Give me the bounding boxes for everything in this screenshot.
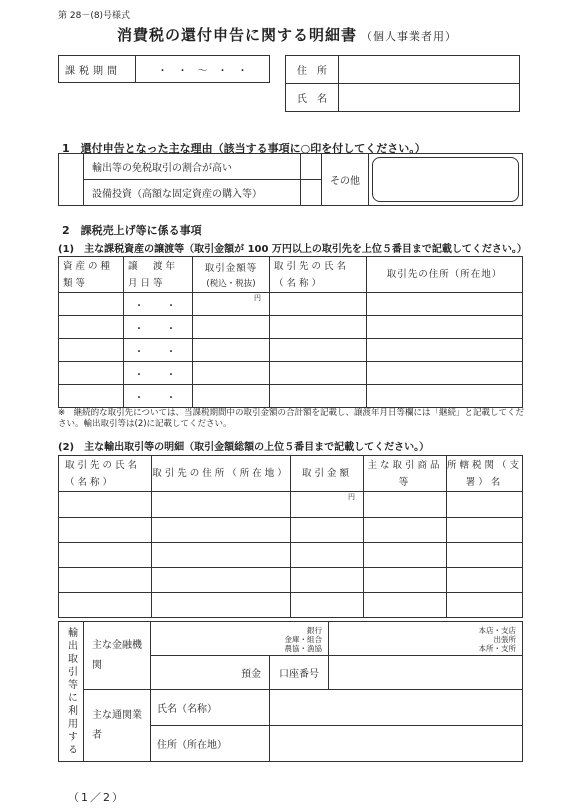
broker-address-label: 住所（所在地） — [151, 726, 270, 762]
export-use-label-cell — [59, 622, 84, 762]
cell[interactable] — [291, 518, 364, 543]
table-row — [59, 316, 523, 339]
cell[interactable] — [152, 543, 291, 568]
table-row — [59, 293, 523, 316]
cell[interactable] — [59, 593, 152, 618]
cell[interactable] — [291, 543, 364, 568]
cell[interactable] — [59, 316, 124, 339]
account-label: 口座番号 — [270, 656, 329, 690]
table-row — [59, 339, 523, 362]
name-field[interactable] — [339, 84, 520, 112]
cell[interactable] — [367, 362, 523, 385]
cell[interactable] — [270, 385, 367, 408]
amount-cell[interactable] — [193, 362, 270, 385]
cell[interactable] — [364, 593, 447, 618]
section2-2-title: (2) 主な輸出取引等の明細（取引金額総額の上位５番目まで記載してください。） — [58, 442, 430, 453]
cell[interactable] — [447, 518, 523, 543]
cell[interactable] — [59, 362, 124, 385]
amount-cell[interactable]: 円 — [291, 492, 364, 518]
amount-cell[interactable] — [193, 385, 270, 408]
cell[interactable] — [364, 492, 447, 518]
table-row — [59, 385, 523, 408]
deposit-type-field[interactable] — [151, 656, 270, 690]
branch-field[interactable] — [329, 622, 523, 656]
col-transfer-date: 譲 渡年月日等 — [124, 257, 193, 293]
cell[interactable] — [152, 518, 291, 543]
cell[interactable] — [59, 293, 124, 316]
col-asset-type: 資産の種類等 — [59, 257, 124, 293]
cell[interactable] — [367, 293, 523, 316]
table-row — [59, 492, 523, 518]
address-label: 住 所 — [286, 56, 339, 84]
table-row — [59, 543, 523, 568]
table-row — [59, 518, 523, 543]
table-row — [59, 568, 523, 593]
cell[interactable] — [152, 593, 291, 618]
date-cell[interactable]: ・ ・ — [124, 293, 193, 316]
reason-export[interactable]: 輸出等の免税取引の割合が高い — [84, 154, 301, 180]
reason-mark-column — [59, 154, 84, 206]
taxpayer-table — [285, 55, 520, 112]
broker-name-label: 氏名（名称） — [151, 690, 270, 726]
continuous-note: ※ 継続的な取引先については、当課税期間中の取引金額の合計額を記載し、譲渡年月日等欄には「継続」と記載してください。輸出取引等は(2)に記載してください。 — [58, 408, 524, 429]
cell[interactable] — [364, 568, 447, 593]
form-number: 第 28－(8)号様式 — [58, 11, 131, 21]
period-table — [58, 55, 270, 83]
cell[interactable] — [291, 568, 364, 593]
reason-investment-check[interactable] — [301, 180, 322, 206]
amount-cell[interactable]: 円 — [193, 293, 270, 316]
other-label: その他 — [322, 154, 369, 206]
bank-types: 銀行 金庫・組合 農協・漁協 — [284, 626, 322, 653]
address-field[interactable] — [339, 56, 520, 84]
cell[interactable] — [270, 293, 367, 316]
name-label: 氏 名 — [286, 84, 339, 112]
bank-label: 主な金融機関 — [84, 622, 151, 690]
amount-cell[interactable] — [193, 316, 270, 339]
other-field[interactable] — [369, 154, 523, 206]
cell[interactable] — [59, 339, 124, 362]
col-partner-address: 取引先の住所（所在地） — [367, 257, 523, 293]
col-export-partner-address: 取引先の住所（所在地） — [152, 456, 291, 492]
other-bracket — [372, 157, 519, 202]
reason-table — [58, 153, 523, 206]
cell[interactable] — [367, 316, 523, 339]
col-export-partner-name: 取引先の氏名（名称） — [59, 456, 152, 492]
cell[interactable] — [152, 568, 291, 593]
cell[interactable] — [291, 593, 364, 618]
section2-title: 2 課税売上げ等に係る事項 — [62, 224, 202, 237]
bank-broker-table — [58, 621, 523, 762]
col-export-customs: 所轄税関（支署）名 — [447, 456, 523, 492]
col-partner-name: 取引先の氏名（名称） — [270, 257, 367, 293]
branch-types: 本店・支店 出張所 本所・支所 — [478, 626, 516, 653]
export-table — [58, 455, 523, 618]
amount-cell[interactable] — [193, 339, 270, 362]
title-note: （個人事業者用） — [361, 30, 457, 43]
cell[interactable] — [270, 362, 367, 385]
cell[interactable] — [59, 543, 152, 568]
cell[interactable] — [59, 492, 152, 518]
cell[interactable] — [270, 339, 367, 362]
deposit-label: 預金 — [241, 669, 261, 680]
col-amount-label: 取引金額等 — [204, 263, 258, 274]
date-cell[interactable]: ・ ・ — [124, 339, 193, 362]
cell[interactable] — [59, 568, 152, 593]
cell[interactable] — [367, 385, 523, 408]
period-value[interactable]: ・ ・ 〜 ・ ・ — [136, 56, 270, 83]
broker-name-field[interactable] — [270, 690, 523, 726]
col-amount-note: (税込・税抜) — [206, 279, 256, 289]
page-number: （1／2） — [68, 791, 125, 804]
col-amount — [193, 257, 270, 293]
cell[interactable] — [447, 593, 523, 618]
account-number-field[interactable] — [329, 656, 523, 690]
reason-investment[interactable]: 設備投資（高額な固定資産の購入等） — [84, 180, 301, 206]
date-cell[interactable]: ・ ・ — [124, 385, 193, 408]
table-row — [59, 593, 523, 618]
cell[interactable] — [59, 385, 124, 408]
cell[interactable] — [364, 518, 447, 543]
bank-field[interactable] — [151, 622, 329, 656]
table-row — [59, 362, 523, 385]
col-export-goods: 主な取引商品等 — [364, 456, 447, 492]
cell[interactable] — [152, 492, 291, 518]
cell[interactable] — [364, 543, 447, 568]
cell[interactable] — [367, 339, 523, 362]
cell[interactable] — [447, 543, 523, 568]
cell[interactable] — [447, 568, 523, 593]
reason-export-check[interactable] — [301, 154, 322, 180]
section1-title: 1 還付申告となった主な理由（該当する事項に○印を付してください。） — [62, 142, 426, 155]
cell[interactable] — [59, 518, 152, 543]
transfer-table — [58, 256, 523, 408]
broker-address-field[interactable] — [270, 726, 523, 762]
title-text: 消費税の還付申告に関する明細書 — [116, 26, 357, 44]
section2-1-title: (1) 主な課税資産の譲渡等（取引金額が 100 万円以上の取引先を上位５番目まで記載してください。） — [58, 244, 527, 255]
broker-label: 主な通関業者 — [84, 690, 151, 762]
date-cell[interactable]: ・ ・ — [124, 362, 193, 385]
export-use-label: 輸出取引等に利用する — [65, 626, 77, 757]
cell[interactable] — [270, 316, 367, 339]
col-export-amount: 取引金額 — [291, 456, 364, 492]
cell[interactable] — [447, 492, 523, 518]
date-cell[interactable]: ・ ・ — [124, 316, 193, 339]
page-title — [0, 24, 574, 45]
period-label: 課税期間 — [59, 56, 136, 83]
